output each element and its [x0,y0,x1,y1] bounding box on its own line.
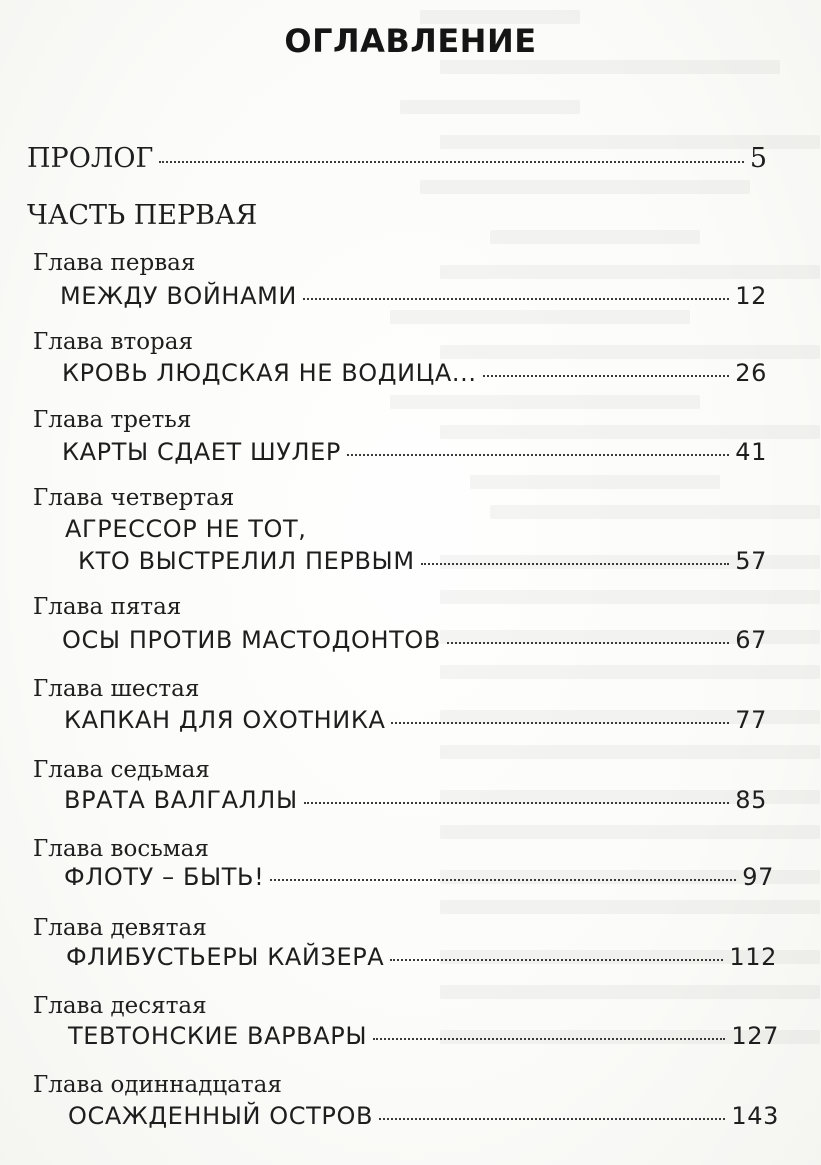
dot-leader [159,161,743,163]
chapter-label: Глава третья [33,407,192,433]
toc-entry-prologue[interactable] [27,143,767,174]
chapter-label: Глава пятая [33,594,182,620]
toc-entry-chapter-4[interactable] [78,547,767,575]
chapter-title: КРОВЬ ЛЮДСКАЯ НЕ ВОДИЦА... [62,359,477,387]
toc-entry-chapter-8[interactable] [64,863,774,891]
chapter-title: ФЛОТУ – БЫТЬ! [64,863,265,891]
page-title: ОГЛАВЛЕНИЕ [284,22,537,60]
toc-entry-chapter-2[interactable] [62,359,767,387]
toc-entry-chapter-7[interactable] [64,786,767,814]
chapter-label: Глава восьмая [33,836,209,862]
prologue-page-number: 5 [749,143,767,174]
dot-leader [391,722,729,724]
toc-entry-chapter-5[interactable] [62,626,767,654]
chapter-page-number: 127 [731,1022,779,1050]
chapter-label: Глава десятая [33,993,207,1019]
prologue-title: ПРОЛОГ [27,143,154,174]
chapter-page-number: 26 [735,359,767,387]
dot-leader [447,642,729,644]
dot-leader [373,1038,725,1040]
dot-leader [347,454,729,456]
chapter-label: Глава одиннадцатая [33,1072,282,1098]
chapter-label: Глава седьмая [33,757,210,783]
chapter-title: ВРАТА ВАЛГАЛЛЫ [64,786,298,814]
chapter-page-number: 12 [735,282,767,310]
chapter-page-number: 77 [735,706,767,734]
chapter-page-number: 57 [735,547,767,575]
chapter-title: ФЛИБУСТЬЕРЫ КАЙЗЕРА [66,943,385,971]
dot-leader [379,1118,725,1120]
toc-entry-chapter-10[interactable] [68,1022,779,1050]
dot-leader [390,959,723,961]
chapter-page-number: 41 [735,438,767,466]
dot-leader [421,563,730,565]
chapter-title: МЕЖДУ ВОЙНАМИ [60,282,297,310]
part-heading: ЧАСТЬ ПЕРВАЯ [27,200,258,231]
chapter-page-number: 143 [731,1102,779,1130]
chapter-label: Глава шестая [33,676,200,702]
chapter-title-first-line: АГРЕССОР НЕ ТОТ, [65,515,307,543]
chapter-title: КАРТЫ СДАЕТ ШУЛЕР [62,438,341,466]
dot-leader [304,802,730,804]
chapter-label: Глава первая [33,250,196,276]
chapter-page-number: 85 [735,786,767,814]
chapter-page-number: 112 [729,943,777,971]
toc-entry-chapter-11[interactable] [68,1102,779,1130]
bleed-through-texture [380,0,821,1165]
chapter-page-number: 67 [735,626,767,654]
chapter-title: КТО ВЫСТРЕЛИЛ ПЕРВЫМ [78,547,415,575]
chapter-title: ТЕВТОНСКИЕ ВАРВАРЫ [68,1022,368,1050]
chapter-label: Глава четвертая [33,485,235,511]
chapter-title: КАПКАН ДЛЯ ОХОТНИКА [64,706,386,734]
dot-leader [483,375,730,377]
toc-entry-chapter-9[interactable] [66,943,777,971]
chapter-title: ОСАЖДЕННЫЙ ОСТРОВ [68,1102,374,1130]
chapter-label: Глава девятая [33,915,207,941]
toc-entry-chapter-6[interactable] [64,706,767,734]
chapter-title: ОСЫ ПРОТИВ МАСТОДОНТОВ [62,626,441,654]
toc-entry-chapter-3[interactable] [62,438,767,466]
dot-leader [270,879,736,881]
dot-leader [303,298,729,300]
chapter-label: Глава вторая [33,329,193,355]
toc-entry-chapter-1[interactable] [60,282,767,310]
chapter-page-number: 97 [742,863,774,891]
